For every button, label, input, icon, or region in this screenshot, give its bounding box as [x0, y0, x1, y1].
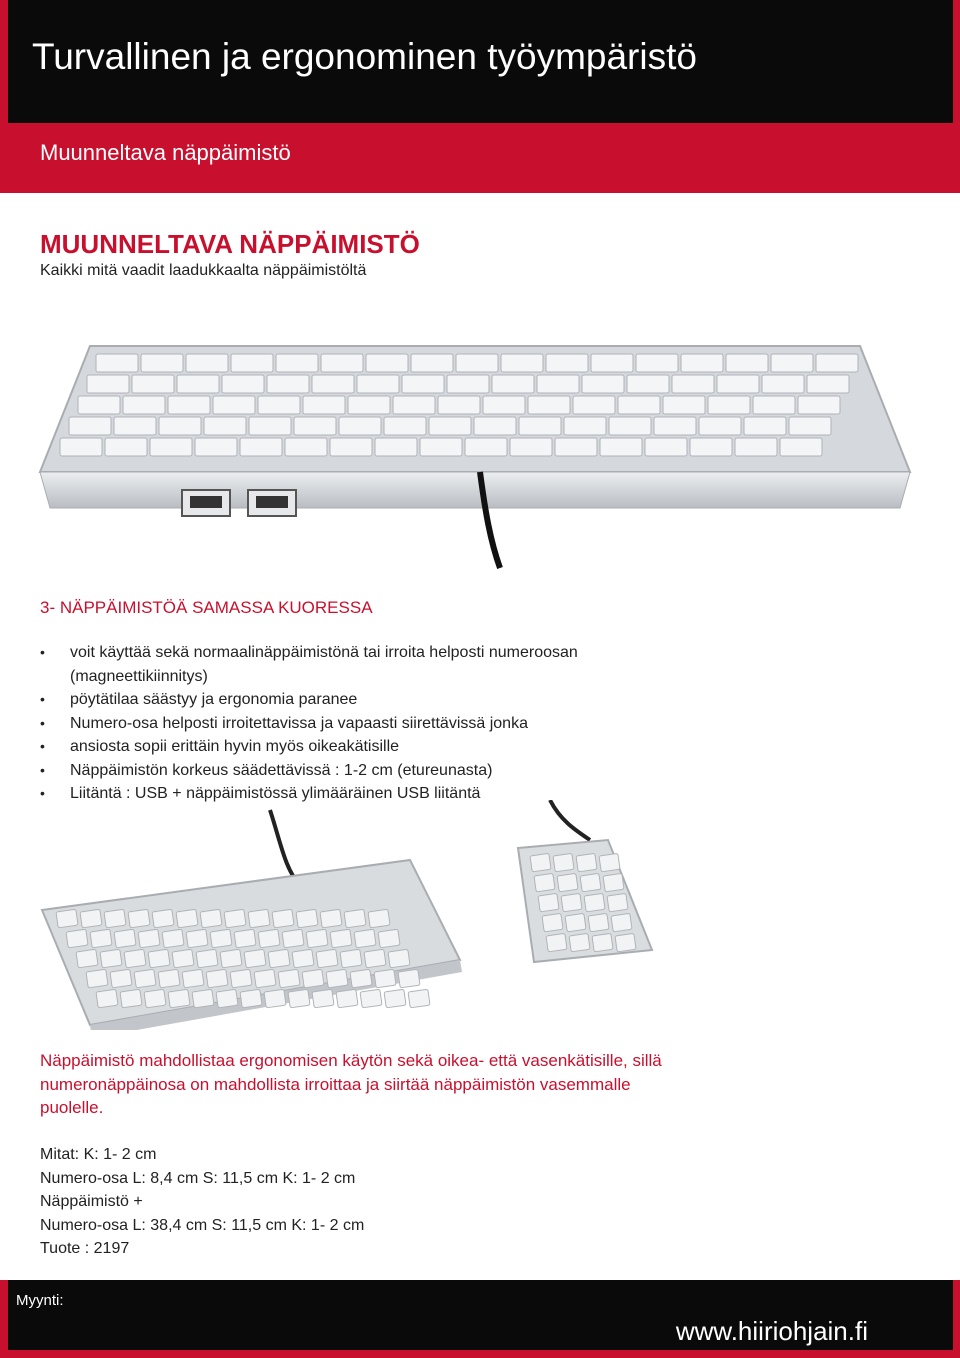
keyboard-key: [528, 396, 570, 414]
keyboard-key: [501, 354, 543, 372]
keyboard-key: [681, 354, 723, 372]
keyboard-key: [780, 438, 822, 456]
keyboard-key: [584, 893, 605, 911]
keyboard-key: [411, 354, 453, 372]
keyboard-key: [176, 909, 198, 928]
keyboard-key: [366, 354, 408, 372]
keyboard-key: [152, 909, 174, 928]
features-heading: 3- NÄPPÄIMISTÖÄ SAMASSA KUORESSA: [40, 598, 373, 617]
keyboard-key: [615, 933, 636, 951]
keyboard-key: [580, 873, 601, 891]
keyboard-key: [186, 354, 228, 372]
keyboard-numpad-photo: [30, 800, 690, 1030]
keyboard-key: [158, 969, 180, 988]
keyboard-key: [216, 989, 238, 1008]
keyboard-key: [378, 929, 400, 948]
keyboard-key: [96, 989, 118, 1008]
keyboard-key: [326, 969, 348, 988]
keyboard-key: [368, 909, 390, 928]
keyboard-key: [87, 375, 129, 393]
keyboard-key: [708, 396, 750, 414]
keyboard-key: [330, 929, 352, 948]
spec-line: Mitat: K: 1- 2 cm: [40, 1146, 157, 1163]
keyboard-key: [80, 909, 102, 928]
keyboard-key: [69, 417, 111, 435]
keyboard-key: [565, 913, 586, 931]
spec-line: Numero-osa L: 8,4 cm S: 11,5 cm K: 1- 2 cm: [40, 1169, 356, 1187]
keyboard-key: [603, 873, 624, 891]
keyboard-key: [220, 949, 242, 968]
keyboard-key: [282, 929, 304, 948]
keyboard-key: [690, 438, 732, 456]
keyboard-key: [672, 375, 714, 393]
keyboard-key: [312, 375, 354, 393]
keyboard-key: [120, 989, 142, 1008]
keyboard-key: [600, 438, 642, 456]
keyboard-key: [104, 909, 126, 928]
page-subtitle: Muunneltava näppäimistö: [40, 140, 291, 165]
keyboard-key: [177, 375, 219, 393]
keyboard-key: [278, 969, 300, 988]
keyboard-key: [374, 969, 396, 988]
keyboard-key: [244, 949, 266, 968]
keyboard-key: [340, 949, 362, 968]
keyboard-key: [393, 396, 435, 414]
keyboard-key: [294, 417, 336, 435]
keyboard-key: [254, 969, 276, 988]
keyboard-key: [222, 375, 264, 393]
list-item: • voit käyttää sekä normaalinäppäimistönä tai irroita helposti numeroosan: [40, 641, 660, 665]
keyboard-key: [350, 969, 372, 988]
keyboard-key: [316, 949, 338, 968]
list-item: • Liitäntä : USB + näppäimistössä ylimääräinen USB liitäntä: [40, 782, 660, 806]
keyboard-key: [546, 354, 588, 372]
sales-label: Myynti:: [16, 1292, 64, 1309]
keyboard-key: [66, 929, 88, 948]
keyboard-key: [268, 949, 290, 968]
keyboard-key: [138, 929, 160, 948]
keyboard-key: [735, 438, 777, 456]
keyboard-key: [213, 396, 255, 414]
keyboard-key: [816, 354, 858, 372]
keyboard-key: [100, 949, 122, 968]
keyboard-key: [465, 438, 507, 456]
keyboard-key: [306, 929, 328, 948]
keyboard-key: [186, 929, 208, 948]
keyboard-key: [56, 909, 78, 928]
keyboard-key: [798, 396, 840, 414]
keyboard-key: [357, 375, 399, 393]
keyboard-key: [588, 913, 609, 931]
list-item: • ansiosta sopii erittäin hyvin myös oikeakätisille: [40, 735, 660, 759]
keyboard-key: [321, 354, 363, 372]
keyboard-key: [134, 969, 156, 988]
specs: [40, 1143, 364, 1261]
keyboard-key: [492, 375, 534, 393]
keyboard-key: [144, 989, 166, 1008]
keyboard-key: [168, 989, 190, 1008]
keyboard-key: [375, 438, 417, 456]
keyboard-key: [195, 438, 237, 456]
features-list: [40, 641, 660, 806]
keyboard-key: [312, 989, 334, 1008]
keyboard-key: [569, 933, 590, 951]
keyboard-key: [96, 354, 138, 372]
keyboard-key: [336, 989, 358, 1008]
keyboard-key: [438, 396, 480, 414]
keyboard-key: [224, 909, 246, 928]
keyboard-key: [576, 853, 597, 871]
keyboard-key: [753, 396, 795, 414]
keyboard-key: [364, 949, 386, 968]
keyboard-key: [599, 853, 620, 871]
keyboard-key: [168, 396, 210, 414]
keyboard-key: [591, 354, 633, 372]
keyboard-key: [249, 417, 291, 435]
keyboard-key: [78, 396, 120, 414]
keyboard-key: [210, 929, 232, 948]
keyboard-key: [288, 989, 310, 1008]
keyboard-key: [230, 969, 252, 988]
keyboard-key: [240, 989, 262, 1008]
keyboard-key: [172, 949, 194, 968]
keyboard-key: [534, 873, 555, 891]
keyboard-key: [200, 909, 222, 928]
keyboard-key: [110, 969, 132, 988]
keyboard-key: [542, 913, 563, 931]
keyboard-key: [771, 354, 813, 372]
keyboard-key: [726, 354, 768, 372]
keyboard-key: [296, 909, 318, 928]
keyboard-key: [114, 417, 156, 435]
keyboard-key: [537, 375, 579, 393]
keyboard-key: [204, 417, 246, 435]
keyboard-key: [582, 375, 624, 393]
keyboard-key: [348, 396, 390, 414]
keyboard-key: [276, 354, 318, 372]
keyboard-key: [607, 893, 628, 911]
keyboard-key: [384, 417, 426, 435]
keyboard-key: [557, 873, 578, 891]
keyboard-key: [124, 949, 146, 968]
keyboard-key: [636, 354, 678, 372]
list-item: • pöytätilaa säästyy ja ergonomia paranee: [40, 688, 660, 712]
keyboard-key: [592, 933, 613, 951]
keyboard-key: [192, 989, 214, 1008]
keyboard-key: [408, 989, 430, 1008]
keyboard-key: [182, 969, 204, 988]
keyboard-key: [141, 354, 183, 372]
keyboard-key: [150, 438, 192, 456]
keyboard-key: [538, 893, 559, 911]
website-link[interactable]: www.hiiriohjain.fi: [675, 1316, 868, 1346]
keyboard-key: [744, 417, 786, 435]
keyboard-key: [654, 417, 696, 435]
keyboard-key: [474, 417, 516, 435]
keyboard-key: [234, 929, 256, 948]
spec-line: Numero-osa L: 38,4 cm S: 11,5 cm K: 1- 2 cm: [40, 1216, 365, 1234]
keyboard-key: [555, 438, 597, 456]
keyboard-key: [272, 909, 294, 928]
keyboard-key: [90, 929, 112, 948]
keyboard-key: [344, 909, 366, 928]
keyboard-key: [645, 438, 687, 456]
keyboard-key: [267, 375, 309, 393]
list-item: • Numero-osa helposti irroitettavissa ja vapaasti siirettävissä jonka: [40, 712, 660, 736]
keyboard-key: [663, 396, 705, 414]
keyboard-key: [564, 417, 606, 435]
keyboard-key: [388, 949, 410, 968]
keyboard-photo: [30, 340, 930, 570]
keyboard-key: [546, 933, 567, 951]
keyboard-key: [609, 417, 651, 435]
keyboard-key: [162, 929, 184, 948]
keyboard-key: [530, 853, 551, 871]
keyboard-key: [132, 375, 174, 393]
keyboard-key: [240, 438, 282, 456]
keyboard-key: [384, 989, 406, 1008]
keyboard-key: [114, 929, 136, 948]
keyboard-key: [292, 949, 314, 968]
keyboard-key: [402, 375, 444, 393]
keyboard-key: [699, 417, 741, 435]
keyboard-key: [717, 375, 759, 393]
keyboard-key: [128, 909, 150, 928]
keyboard-key: [248, 909, 270, 928]
keyboard-key: [456, 354, 498, 372]
list-item: • Näppäimistön korkeus säädettävissä : 1-2 cm (etureunasta): [40, 759, 660, 783]
caption: Näppäimistö mahdollistaa ergonomisen käytön sekä oikea- että vasenkätisille, sillä numeronäppäinosa on mahdollista irroittaa ja siirtää näppäimistön vasemmalle puolelle.: [40, 1051, 662, 1117]
keyboard-key: [105, 438, 147, 456]
keyboard-key: [510, 438, 552, 456]
keyboard-key: [573, 396, 615, 414]
keyboard-key: [483, 396, 525, 414]
keyboard-key: [360, 989, 382, 1008]
keyboard-key: [206, 969, 228, 988]
keyboard-key: [627, 375, 669, 393]
keyboard-key: [330, 438, 372, 456]
list-item: (magneettikiinnitys): [70, 667, 208, 685]
keyboard-key: [354, 929, 376, 948]
keyboard-key: [519, 417, 561, 435]
keyboard-key: [60, 438, 102, 456]
keyboard-key: [285, 438, 327, 456]
product-tagline: Kaikki mitä vaadit laadukkaalta näppäimistöltä: [40, 262, 367, 279]
keyboard-key: [264, 989, 286, 1008]
keyboard-key: [420, 438, 462, 456]
keyboard-key: [789, 417, 831, 435]
keyboard-key: [148, 949, 170, 968]
keyboard-key: [618, 396, 660, 414]
spec-line: Tuote : 2197: [40, 1240, 130, 1257]
keyboard-key: [76, 949, 98, 968]
keyboard-key: [258, 929, 280, 948]
keyboard-key: [611, 913, 632, 931]
page-title: Turvallinen ja ergonominen työympäristö: [32, 36, 697, 77]
keyboard-key: [762, 375, 804, 393]
keyboard-key: [123, 396, 165, 414]
keyboard-key: [302, 969, 324, 988]
keyboard-key: [807, 375, 849, 393]
keyboard-key: [196, 949, 218, 968]
keyboard-key: [561, 893, 582, 911]
keyboard-key: [447, 375, 489, 393]
keyboard-key: [339, 417, 381, 435]
keyboard-key: [86, 969, 108, 988]
keyboard-key: [159, 417, 201, 435]
keyboard-key: [429, 417, 471, 435]
keyboard-key: [258, 396, 300, 414]
keyboard-key: [231, 354, 273, 372]
spec-line: Näppäimistö +: [40, 1193, 143, 1210]
keyboard-key: [303, 396, 345, 414]
keyboard-key: [553, 853, 574, 871]
keyboard-key: [320, 909, 342, 928]
product-heading: MUUNNELTAVA NÄPPÄIMISTÖ: [40, 229, 420, 259]
keyboard-key: [398, 969, 420, 988]
